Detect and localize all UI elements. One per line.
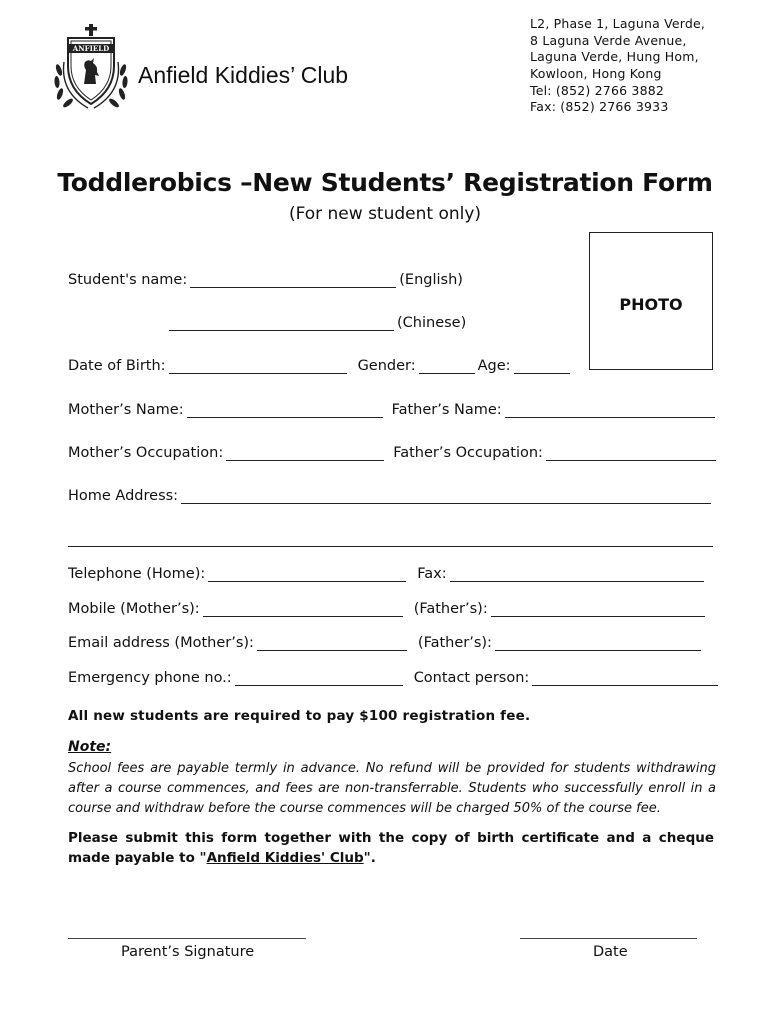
dob-label: Date of Birth: [68, 358, 166, 374]
home-address-row [68, 488, 714, 504]
contact-person-label: Contact person: [413, 670, 530, 686]
mobile-row [68, 601, 708, 617]
gender-field[interactable] [419, 358, 475, 374]
note-body: School fees are payable termly in advance. No refund will be provided for students withdrawing after a course commences, and fees are non-transferrable. Students who successfully enroll in a course and withdraw before the course commences will be charged 50% of the course fee. [68, 761, 716, 816]
email-row [68, 635, 704, 651]
age-field[interactable] [514, 358, 570, 374]
father-name-label: Father’s Name: [391, 402, 502, 418]
registration-fee-notice: All new students are required to pay $100 registration fee. [68, 708, 531, 724]
club-crest-logo [50, 22, 132, 112]
age-label: Age: [477, 358, 511, 374]
home-address-label: Home Address: [68, 488, 179, 504]
payee-name: Anfield Kiddies' Club [206, 850, 364, 866]
photo-box[interactable] [589, 232, 713, 370]
submission-instructions [68, 828, 714, 868]
note-heading: Note: [68, 739, 112, 755]
gender-label: Gender: [357, 358, 416, 374]
parent-signature-field[interactable] [68, 938, 306, 939]
chinese-label: (Chinese) [397, 315, 467, 331]
submission-text: Please submit this form together with the copy of birth certificate and a cheque made payable to " [68, 830, 714, 866]
father-occupation-field[interactable] [546, 445, 716, 461]
telephone-home-label: Telephone (Home): [68, 566, 206, 582]
dob-gender-age-row [68, 358, 573, 374]
emergency-phone-label: Emergency phone no.: [68, 670, 232, 686]
submission-text-end: ". [363, 850, 376, 866]
form-subtitle: (For new student only) [288, 204, 482, 224]
fax-label: Fax: [417, 566, 447, 582]
mobile-father-field[interactable] [491, 601, 705, 617]
email-father-label: (Father’s): [417, 635, 492, 651]
address-line: L2, Phase 1, Laguna Verde, [530, 16, 706, 31]
home-address-field[interactable] [181, 488, 711, 504]
emergency-phone-field[interactable] [235, 670, 403, 686]
club-address [530, 16, 705, 116]
photo-label: PHOTO [619, 295, 683, 314]
mother-name-label: Mother’s Name: [68, 402, 184, 418]
email-mother-label: Email address (Mother’s): [68, 635, 254, 651]
mobile-father-label: (Father’s): [413, 601, 488, 617]
logo-banner-text: ANFIELD [72, 44, 110, 53]
telephone-fax-row [68, 566, 707, 582]
contact-person-field[interactable] [532, 670, 718, 686]
telephone-line: Tel: (852) 2766 3882 [530, 82, 665, 98]
parent-names-row [68, 402, 718, 418]
mother-occupation-label: Mother’s Occupation: [68, 445, 224, 461]
mother-occupation-field[interactable] [226, 445, 384, 461]
address-line: 8 Laguna Verde Avenue, [530, 32, 687, 48]
address-line: Kowloon, Hong Kong [530, 66, 662, 82]
fax-line: Fax: (852) 2766 3933 [530, 99, 669, 115]
mother-name-field[interactable] [187, 402, 383, 418]
date-field[interactable] [520, 938, 697, 939]
telephone-home-field[interactable] [208, 566, 406, 582]
mobile-mother-field[interactable] [203, 601, 403, 617]
emergency-row [68, 670, 721, 686]
student-name-english-field[interactable] [190, 272, 396, 288]
father-name-field[interactable] [505, 402, 715, 418]
mobile-mother-label: Mobile (Mother’s): [68, 601, 200, 617]
father-occupation-label: Father’s Occupation: [393, 445, 543, 461]
home-address-field-line2[interactable] [68, 546, 713, 547]
english-label: (English) [399, 272, 463, 288]
student-name-label: Student's name: [68, 272, 188, 288]
student-name-chinese-row [166, 315, 466, 331]
club-name: Anfield Kiddies’ Club [138, 62, 349, 88]
student-name-english-row [68, 272, 463, 288]
fax-field[interactable] [450, 566, 704, 582]
parent-signature-label: Parent’s Signature [121, 944, 255, 960]
dob-field[interactable] [169, 358, 347, 374]
student-name-chinese-field[interactable] [169, 315, 394, 331]
parent-occupations-row [68, 445, 719, 461]
address-line: Laguna Verde, Hung Hom, [530, 49, 699, 65]
form-title: Toddlerobics –New Students’ Registration Form [57, 168, 713, 197]
date-label: Date [593, 944, 628, 960]
email-father-field[interactable] [495, 635, 701, 651]
email-mother-field[interactable] [257, 635, 407, 651]
